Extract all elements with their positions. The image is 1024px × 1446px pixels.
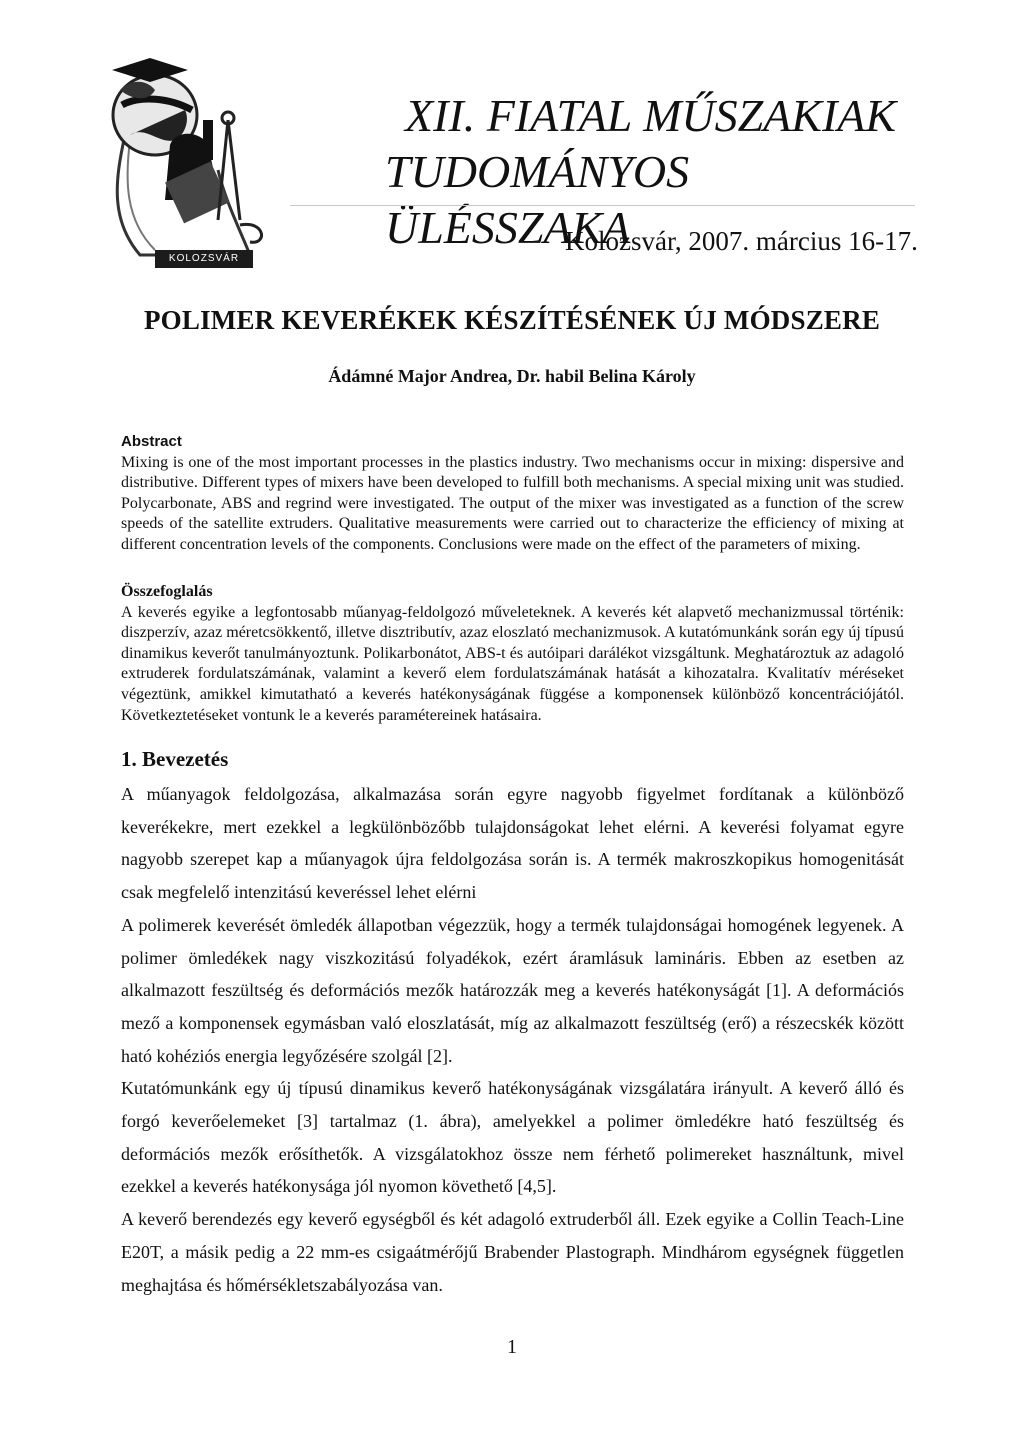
page-number: 1 <box>507 1336 517 1358</box>
header-rule <box>290 205 915 206</box>
abstract-heading: Abstract <box>121 433 182 450</box>
globe-scholar-icon <box>100 50 270 270</box>
body-paragraph: A keverő berendezés egy keverő egységből és két adagoló extruderből áll. Ezek egyike a Collin Teach-Line E20T, a másik pedig a 22 mm-es csigaátmérőjű Brabender Plastograph. Mindhárom egységnek független meghajtása és hőmérsékletszabályozása van. <box>121 1209 904 1295</box>
summary-heading: Összefoglalás <box>121 583 213 600</box>
body-paragraph: A polimerek keverését ömledék állapotban végezzük, hogy a termék tulajdonságai homogének legyenek. A polimer ömledékek nagy viszkozitású folyadékok, ezért áramlásuk lamináris. Ebben az esetben az alkalmazott feszültség és deformációs mezők határozzák meg a keverés hatékonyságát [1]. A deformációs mező a komponensek egymásban való eloszlatását, míg az alkalmazott feszültség (erő) a részecskék között ható kohéziós energia legyőzésére szolgál [2]. <box>121 914 904 1066</box>
abstract-section <box>121 432 904 556</box>
conference-date: Kolozsvár, 2007. március 16-17. <box>565 226 918 256</box>
conference-title-line1: XII. FIATAL MŰSZAKIAK <box>405 90 897 141</box>
section-heading-introduction: 1. Bevezetés <box>121 747 229 771</box>
paper-title: POLIMER KEVERÉKEK KÉSZÍTÉSÉNEK ÚJ MÓDSZERE <box>143 305 881 335</box>
body-paragraph: Kutatómunkánk egy új típusú dinamikus keverő hatékonyságának vizsgálatára irányult. A keverő álló és forgó keverőelemeket [3] tartalmaz (1. ábra), amelyekkel a polimer ömledékre ható feszültség és deformációs mezők erősíthetők. A vizsgálatokhoz össze nem férhető polimereket használtunk, mivel ezekkel a keverés hatékonysága jól nyomon követhető [4,5]. <box>121 1078 904 1197</box>
summary-text: A keverés egyike a legfontosabb műanyag-feldolgozó műveleteknek. A keverés két alapvető mechanizmussal történik: diszperzív, azaz méretcsökkentő, illetve disztributív, azaz eloszlató mechanizmusok. A kutatómunkánk során egy új típusú dinamikus keverőt tanulmányoztunk. Polikarbonátot, ABS-t és autóipari darálékot vizsgáltunk. Meghatároztuk az adagoló extruderek fordulatszámának, valamint a keverő elem fordulatszámának hatását a kihozatalra. Kvalitatív méréseket végeztünk, amikkel kimutatható a keverés hatékonyságának függése a komponensek különböző koncentrációjától. Következtetéseket vontunk le a keverés paramétereinek hatásaira. <box>121 603 904 724</box>
abstract-text: Mixing is one of the most important processes in the plastics industry. Two mechanisms occur in mixing: dispersive and distributive. Different types of mixers have been developed to fulfill both mechanisms. A special mixing unit was studied. Polycarbonate, ABS and regrind were investigated. The output of the mixer was investigated as a function of the screw speeds of the satellite extruders. Qualitative measurements were carried out to characterize the efficiency of mixing at different concentration levels of the components. Conclusions were made on the effect of the parameters of mixing. <box>121 453 904 553</box>
body-paragraph: A műanyagok feldolgozása, alkalmazása során egyre nagyobb figyelmet fordítanak a különböző keverékekre, mert ezekkel a legkülönbözőbb tulajdonságokat lehet elérni. A keverési folyamat egyre nagyobb szerepet kap a műanyagok újra feldolgozása során is. A termék makroszkopikus homogenitását csak megfelelő intenzitású keveréssel lehet elérni <box>121 784 904 903</box>
introduction-body <box>121 778 904 1301</box>
logo-caption: KOLOZSVÁR <box>155 250 253 268</box>
conference-title-line2: TUDOMÁNYOS ÜLÉSSZAKA <box>385 146 690 253</box>
summary-section <box>121 582 904 726</box>
paper-authors: Ádámné Major Andrea, Dr. habil Belina Károly <box>328 366 696 386</box>
conference-logo <box>100 50 270 270</box>
